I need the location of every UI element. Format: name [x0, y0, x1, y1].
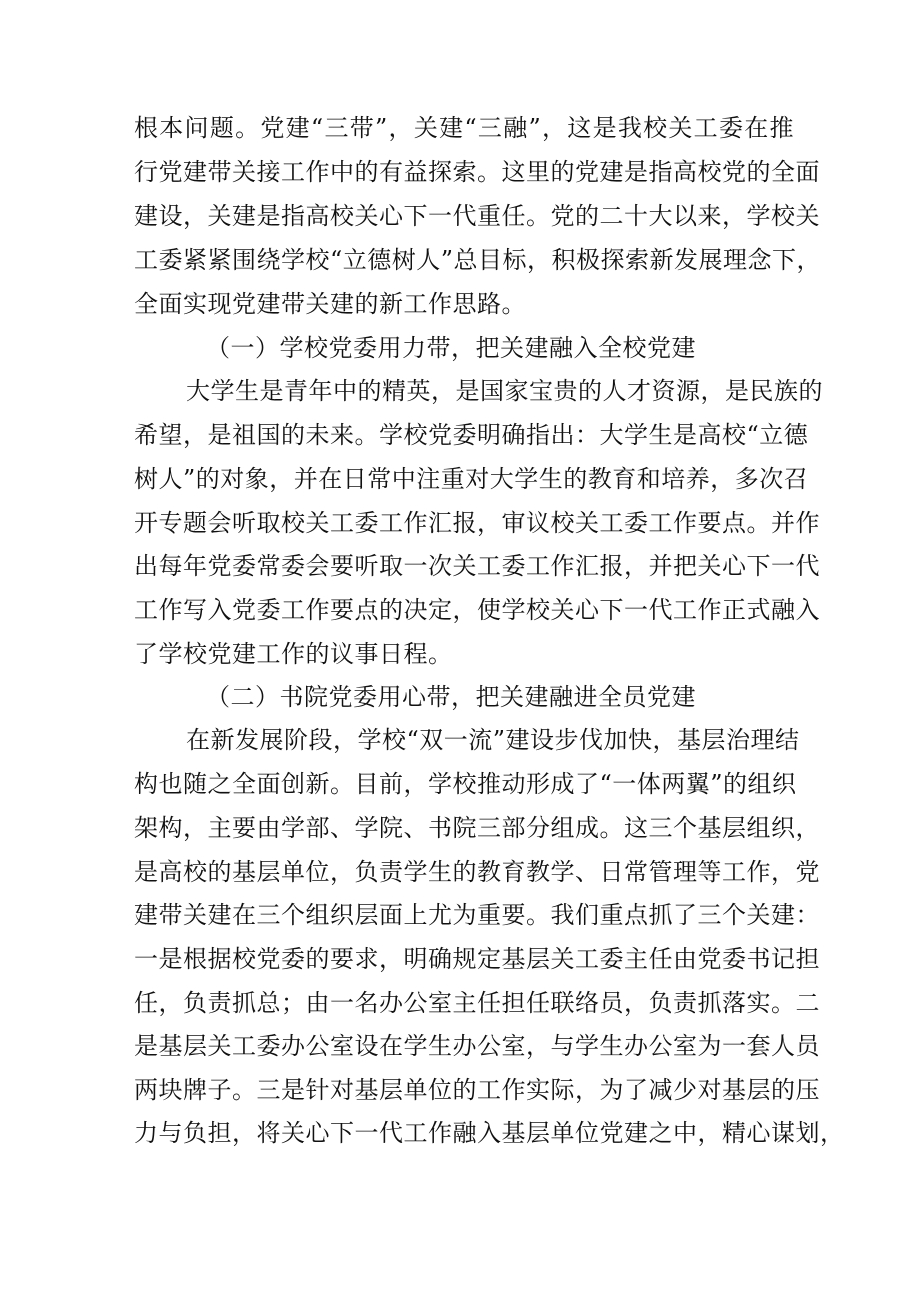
paragraph-line: 希望，是祖国的未来。学校党委明确指出：大学生是高校“立德 [134, 421, 809, 449]
paragraph-line: 出每年党委常委会要听取一次关工委工作汇报，并把关心下一代 [134, 552, 820, 580]
paragraph-line: 工委紧紧围绕学校“立德树人”总目标，积极探索新发展理念下， [134, 246, 822, 274]
paragraph-line: 两块牌子。三是针对基层单位的工作实际，为了减少对基层的压 [134, 1076, 820, 1104]
paragraph-line: 建设，关建是指高校关心下一代重任。党的二十大以来，学校关 [134, 202, 820, 230]
paragraph-line: 建带关建在三个组织层面上尤为重要。我们重点抓了三个关建： [134, 901, 820, 929]
paragraph-line: 力与负担，将关心下一代工作融入基层单位党建之中，精心谋划， [134, 1119, 845, 1147]
paragraph-line: 了学校党建工作的议事日程。 [134, 640, 453, 668]
paragraph-line: 在新发展阶段，学校“双一流”建设步伐加快，基层治理结 [186, 726, 800, 754]
section-heading-2: （二）书院党委用心带，把关建融进全员党建 [206, 683, 696, 711]
paragraph-line: 一是根据校党委的要求，明确规定基层关工委主任由党委书记担 [134, 945, 820, 973]
paragraph-line: 架构，主要由学部、学院、书院三部分组成。这三个基层组织， [134, 814, 820, 842]
paragraph-line: 行党建带关接工作中的有益探索。这里的党建是指高校党的全面 [134, 158, 820, 186]
paragraph-line: 是基层关工委办公室设在学生办公室，与学生办公室为一套人员 [134, 1032, 820, 1060]
section-heading-1: （一）学校党委用力带，把关建融入全校党建 [206, 334, 696, 362]
paragraph-line: 任，负责抓总；由一名办公室主任担任联络员，负责抓落实。二 [134, 989, 820, 1017]
paragraph-line: 大学生是青年中的精英，是国家宝贵的人才资源，是民族的 [186, 377, 823, 405]
paragraph-line: 是高校的基层单位，负责学生的教育教学、日常管理等工作，党 [134, 858, 820, 886]
paragraph-line: 构也随之全面创新。目前，学校推动形成了“一体两翼”的组织 [134, 770, 797, 798]
paragraph-line: 全面实现党建带关建的新工作思路。 [134, 290, 526, 318]
paragraph-line: 开专题会听取校关工委工作汇报，审议校关工委工作要点。并作 [134, 509, 820, 537]
paragraph-line: 树人”的对象，并在日常中注重对大学生的教育和培养，多次召 [134, 465, 809, 493]
paragraph-line: 根本问题。党建“三带”，关建“三融”，这是我校关工委在推 [134, 114, 794, 142]
paragraph-line: 工作写入党委工作要点的决定，使学校关心下一代工作正式融入 [134, 596, 820, 624]
